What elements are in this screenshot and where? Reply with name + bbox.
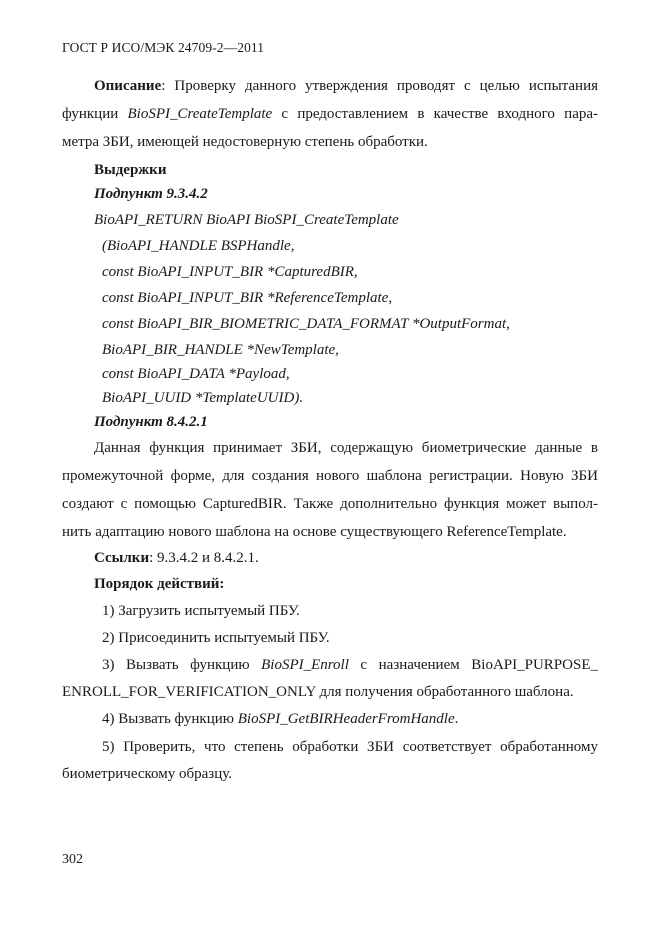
paragraph-line: промежуточной форме, для создания нового шаблона регистрации. Новую ЗБИ bbox=[62, 468, 598, 484]
description-line-2: функции BioSPI_CreateTemplate с предоставлением в качестве входного пара- bbox=[62, 106, 599, 122]
description-label: Описание bbox=[94, 78, 162, 94]
procedure-title: Порядок действий: bbox=[94, 576, 225, 592]
description-line-3: метра ЗБИ, имеющей недостоверную степень обработки. bbox=[62, 134, 428, 150]
signature-line: BioAPI_RETURN BioAPI BioSPI_CreateTemplate bbox=[94, 212, 399, 228]
signature-line: BioAPI_UUID *TemplateUUID). bbox=[102, 390, 304, 406]
excerpts-title: Выдержки bbox=[94, 162, 167, 178]
signature-line: const BioAPI_BIR_BIOMETRIC_DATA_FORMAT *OutputFormat, bbox=[102, 316, 510, 332]
function-name: BioSPI_CreateTemplate bbox=[127, 106, 273, 122]
procedure-step-5: 5) Проверить, что степень обработки ЗБИ соответствует обработанному bbox=[102, 739, 598, 755]
page-header: ГОСТ Р ИСО/МЭК 24709-2—2011 bbox=[62, 40, 265, 55]
paragraph-line: создают с помощью CapturedBIR. Также дополнительно функция может выпол- bbox=[62, 496, 598, 512]
procedure-step-1: 1) Загрузить испытуемый ПБУ. bbox=[102, 603, 300, 619]
signature-line: const BioAPI_INPUT_BIR *ReferenceTemplate, bbox=[102, 290, 393, 306]
subclause-heading-1: Подпункт 9.3.4.2 bbox=[94, 186, 208, 202]
signature-line: const BioAPI_DATA *Payload, bbox=[102, 366, 290, 382]
procedure-step-4: 4) Вызвать функцию BioSPI_GetBIRHeaderFromHandle. bbox=[102, 711, 459, 727]
procedure-step-3-cont: ENROLL_FOR_VERIFICATION_ONLY для получения обработанного шаблона. bbox=[62, 684, 574, 700]
signature-line: const BioAPI_INPUT_BIR *CapturedBIR, bbox=[102, 264, 358, 280]
procedure-step-5-cont: биометрическому образцу. bbox=[62, 766, 232, 782]
procedure-step-2: 2) Присоединить испытуемый ПБУ. bbox=[102, 630, 330, 646]
signature-line: BioAPI_BIR_HANDLE *NewTemplate, bbox=[102, 342, 339, 358]
subclause-heading-2: Подпункт 8.4.2.1 bbox=[94, 414, 208, 430]
references-line: Ссылки: 9.3.4.2 и 8.4.2.1. bbox=[94, 550, 259, 566]
procedure-step-3: 3) Вызвать функцию BioSPI_Enroll с назначением BioAPI_PURPOSE_ bbox=[102, 657, 598, 673]
paragraph-line: Данная функция принимает ЗБИ, содержащую биометрические данные в bbox=[94, 440, 598, 456]
function-name: BioSPI_GetBIRHeaderFromHandle bbox=[237, 711, 455, 727]
signature-line: (BioAPI_HANDLE BSPHandle, bbox=[102, 238, 295, 254]
paragraph-line: нить адаптацию нового шаблона на основе существующего ReferenceTemplate. bbox=[62, 524, 567, 540]
page-number: 302 bbox=[62, 852, 83, 867]
function-name: BioSPI_Enroll bbox=[261, 657, 349, 673]
description-line-1: Описание: Проверку данного утверждения проводят с целью испытания bbox=[94, 78, 598, 94]
references-label: Ссылки bbox=[94, 550, 150, 566]
